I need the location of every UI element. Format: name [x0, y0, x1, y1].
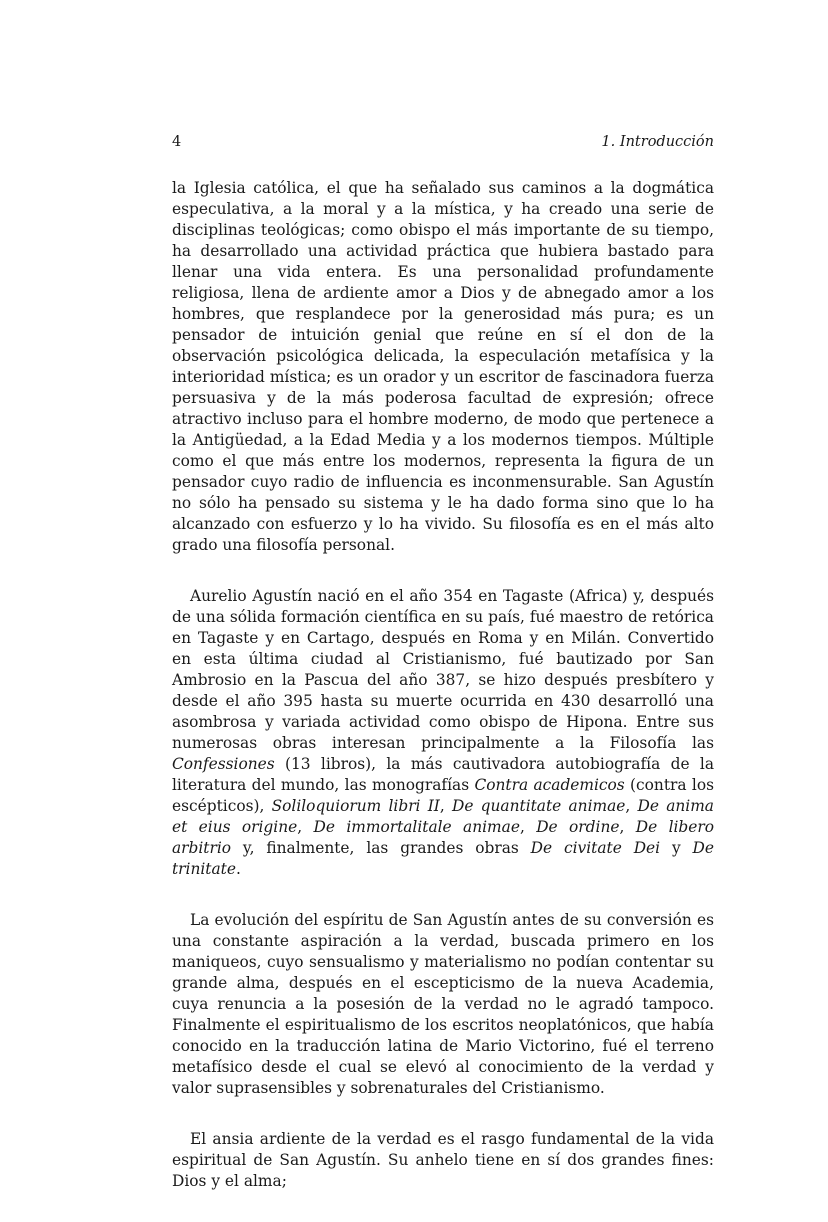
work-title-de-anima: De anima et eius origine	[172, 797, 714, 836]
work-title-contra-academicos: Contra academicos	[474, 776, 625, 794]
paragraph-2-text: Aurelio Agustín nació en el año 354 en Tagaste (Africa) y, después de una sólida formación científica en su país, fué maestro de retórica en Tagaste y en Cartago, después en Roma y en Milán. Convertido en esta última ciudad al Cristianismo, fué bautizado por San Ambrosio en la Pascua del año 387, se hizo después presbítero y desde el año 395 hasta su muerte ocurrida en 430 desarrolló una asombrosa y variada actividad como obispo de Hipona. Entre sus numerosas obras interesan principalmente a la Filosofía las	[172, 587, 714, 752]
work-title-de-trinitate: De trinitate	[172, 839, 714, 878]
paragraph-2-text: (contra los escépticos),	[172, 776, 714, 815]
body-text	[172, 178, 714, 1222]
work-title-de-civitate: De civitate Dei	[530, 839, 661, 857]
work-title-de-quantitate: De quantitate animae	[451, 797, 626, 815]
paragraph-2-text: .	[235, 860, 241, 878]
work-title-de-immortalitale: De immortalitale animae	[313, 818, 520, 836]
work-title-confessiones: Confessiones	[172, 755, 275, 773]
paragraph-2	[172, 586, 714, 880]
chapter-title: 1. Introducción	[601, 134, 714, 150]
paragraph-2-text: ,	[297, 818, 314, 836]
page-number: 4	[172, 134, 182, 150]
paragraph-2-text: ,	[439, 797, 452, 815]
paragraph-2-text: (13 libros), la más cautivadora autobiografía de la literatura del mundo, las monografías	[172, 755, 714, 794]
work-title-soliloquiorum: Soliloquiorum libri II	[271, 797, 440, 815]
running-header	[172, 134, 714, 154]
paragraph-2-text: ,	[519, 818, 537, 836]
paragraph-2-text: y	[660, 839, 693, 857]
paragraph-4: El ansia ardiente de la verdad es el rasgo fundamental de la vida espiritual de San Agustín. Su anhelo tiene en sí dos grandes fines: Dios y el alma;	[172, 1130, 714, 1190]
work-title-de-libero: De libero arbitrio	[172, 818, 715, 857]
paragraph-2-text: ,	[625, 797, 638, 815]
paragraph-3: La evolución del espíritu de San Agustín antes de su conversión es una constante aspiración a la verdad, buscada primero en los maniqueos, cuyo sensualismo y materialismo no podían contentar su grande alma, después en el escepticismo de la nueva Academia, cuya renuncia a la posesión de la verdad no le agradó tampoco. Finalmente el espiritualismo de los escritos neoplatónicos, que había conocido en la traducción latina de Mario Victorino, fué el terreno metafísico desde el cual se elevó al conocimiento de la verdad y valor suprasensibles y sobrenaturales del Cristianismo.	[172, 911, 714, 1097]
work-title-de-ordine: De ordine	[536, 818, 620, 836]
paragraph-1: la Iglesia católica, el que ha señalado sus caminos a la dogmática especulativa, a la moral y a la mística, y ha creado una serie de disciplinas teológicas; como obispo el más importante de su tiempo, ha desarrollado una actividad práctica que hubiera bastado para llenar una vida entera. Es una personalidad profundamente religiosa, llena de ardiente amor a Dios y de abnegado amor a los hombres, que resplandece por la generosidad más pura; es un pensador de intuición genial que reúne en sí el don de la observación psicológica delicada, la especulación metafísica y la interioridad mística; es un orador y un escritor de fascinadora fuerza persuasiva y de la más poderosa facultad de expresión; ofrece atractivo incluso para el hombre moderno, de modo que pertenece a la Antigüedad, a la Edad Media y a los modernos tiempos. Múltiple como el que más entre los modernos, representa la figura de un pensador cuyo radio de influencia es inconmensurable. San Agustín no sólo ha pensado su sistema y le ha dado forma sino que lo ha alcanzado con esfuerzo y lo ha vivido. Su filosofía es en el más alto grado una filosofía personal.	[172, 179, 714, 554]
paragraph-2-text: ,	[619, 818, 636, 836]
paragraph-2-text: y, finalmente, las grandes obras	[231, 839, 531, 857]
